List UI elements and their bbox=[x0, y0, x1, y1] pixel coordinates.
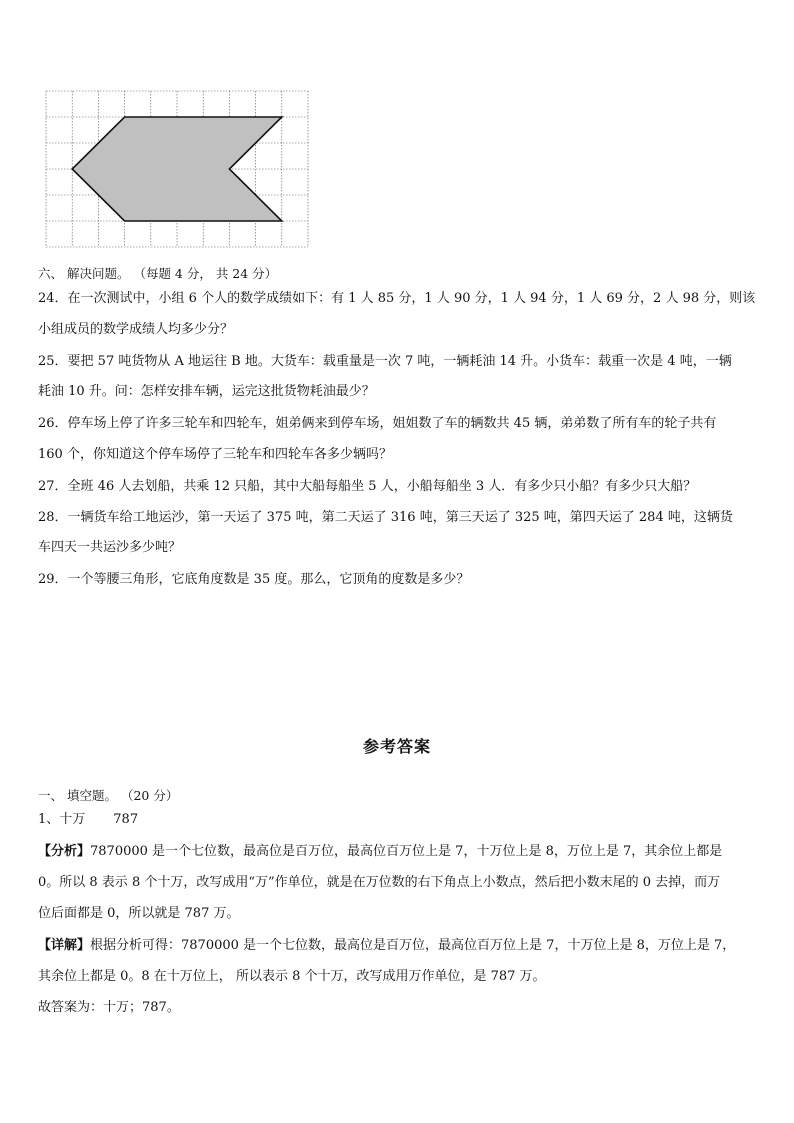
q25-line2: 耗油 10 升。问：怎样安排车辆，运完这批货物耗油最少？ bbox=[38, 384, 375, 399]
q26-line2: 160 个，你知道这个停车场停了三轮车和四轮车各多少辆吗？ bbox=[38, 447, 392, 462]
q24-line2: 小组成员的数学成绩人均多少分？ bbox=[38, 322, 234, 337]
q29-line1: 29．一个等腰三角形，它底角度数是 35 度。那么，它顶角的度数是多少？ bbox=[38, 572, 470, 587]
analysis-line3: 位后面都是 0，所以就是 787 万。 bbox=[38, 906, 240, 921]
q27-line1: 27．全班 46 人去划船，共乘 12 只船，其中大船每船坐 5 人，小船每船坐 3 人．有多少只小船？有多少只大船？ bbox=[38, 479, 697, 494]
detail-text-1: 根据分析可得：7870000 是一个七位数，最高位是百万位，最高位百万位上是 7，十万位上是 8，万位上是 7， bbox=[90, 938, 736, 953]
detail-tag: 【详解】 bbox=[38, 938, 91, 953]
analysis-tag: 【分析】 bbox=[38, 844, 91, 859]
answer-1-label: 1、十万 bbox=[38, 812, 86, 827]
analysis-text-1: 7870000 是一个七位数，最高位是百万位，最高位百万位上是 7，十万位上是 8，万位上是 7，其余位上都是 bbox=[90, 844, 723, 859]
analysis-line1 bbox=[38, 844, 722, 860]
q24-line1: 24．在一次测试中，小组 6 个人的数学成绩如下：有 1 人 85 分，1 人 90 分，1 人 94 分，1 人 69 分，2 人 98 分，则该 bbox=[38, 291, 756, 306]
grid-figure bbox=[45, 90, 309, 250]
q25-line1: 25．要把 57 吨货物从 A 地运往 B 地。大货车：载重量是一次 7 吨，一辆耗油 14 升。小货车：载重一次是 4 吨，一辆 bbox=[38, 354, 732, 369]
answers-title: 参考答案 bbox=[362, 737, 431, 756]
detail-line1 bbox=[38, 938, 735, 954]
section6-heading: 六、 解决问题。 （每题 4 分， 共 24 分） bbox=[38, 266, 278, 281]
answer-1 bbox=[38, 812, 138, 828]
q26-line1: 26．停车场上停了许多三轮车和四轮车，姐弟俩来到停车场，姐姐数了车的辆数共 45 辆，弟弟数了所有车的轮子共有 bbox=[38, 416, 717, 431]
answer-1-value: 787 bbox=[113, 812, 139, 827]
q28-line1: 28．一辆货车给工地运沙，第一天运了 375 吨，第二天运了 316 吨，第三天运了 325 吨，第四天运了 284 吨，这辆货 bbox=[38, 510, 733, 525]
analysis-line2: 0。所以 8 表示 8 个十万，改写成用“万”作单位，就是在万位数的右下角点上小数点，然后把小数末尾的 0 去掉，而万 bbox=[38, 875, 721, 890]
final-answer: 故答案为：十万；787。 bbox=[38, 1000, 180, 1015]
answers-section1-heading: 一、 填空题。 （20 分） bbox=[38, 788, 179, 803]
q28-line2: 车四天一共运沙多少吨？ bbox=[38, 540, 182, 555]
detail-line2: 其余位上都是 0。8 在十万位上， 所以表示 8 个十万，改写成用万作单位，是 787 万。 bbox=[38, 969, 546, 984]
